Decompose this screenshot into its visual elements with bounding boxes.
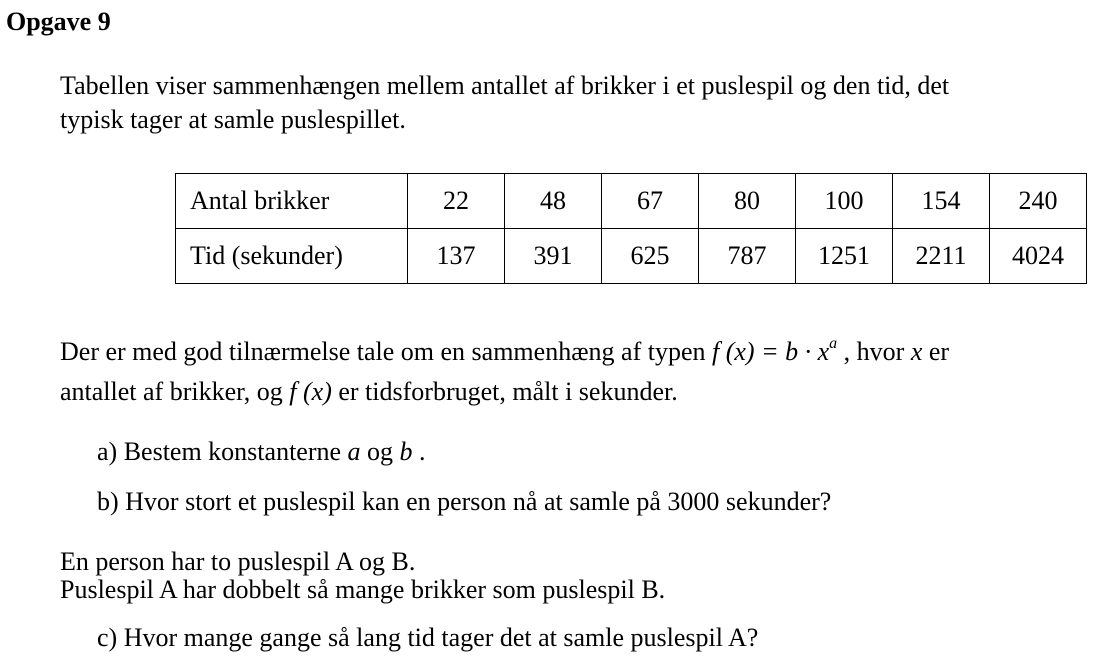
function-fx: f (x)	[289, 377, 332, 406]
table-cell: 100	[796, 174, 893, 229]
scenario-line-1: En person har to puslespil A og B.	[60, 547, 416, 576]
formula-exponent: a	[829, 335, 838, 352]
table-cell: 4024	[990, 229, 1087, 284]
model-text-post: er	[922, 337, 950, 366]
model-paragraph-line-2	[60, 376, 678, 408]
table-cell: 22	[408, 174, 505, 229]
scenario-line-2: Puslespil A har dobbelt så mange brikker som puslespil B.	[60, 575, 666, 604]
question-b: b) Hvor stort et puslespil kan en person nå at samle på 3000 sekunder?	[97, 487, 832, 516]
model-text-pre: Der er med god tilnærmelse tale om en sammenhæng af typen	[60, 337, 712, 366]
question-a-pre: a) Bestem konstanterne	[97, 437, 348, 466]
row-header-pieces: Antal brikker	[176, 174, 408, 229]
table-cell: 137	[408, 229, 505, 284]
table-row	[176, 229, 1087, 284]
row-header-time: Tid (sekunder)	[176, 229, 408, 284]
model-paragraph-line-1	[60, 336, 949, 372]
table-cell: 2211	[893, 229, 990, 284]
table-cell: 67	[602, 174, 699, 229]
variable-b: b	[399, 437, 413, 466]
model-text-mid: , hvor	[837, 337, 911, 366]
intro-line-2: typisk tager at samle puslespillet.	[60, 105, 406, 134]
table-cell: 625	[602, 229, 699, 284]
table-cell: 787	[699, 229, 796, 284]
data-table	[175, 173, 1087, 284]
assignment-title: Opgave 9	[6, 7, 111, 36]
model-text-pre: antallet af brikker, og	[60, 377, 290, 406]
table-cell: 80	[699, 174, 796, 229]
question-c: c) Hvor mange gange så lang tid tager det at samle puslespil A?	[97, 623, 759, 652]
table-cell: 154	[893, 174, 990, 229]
model-text-post: er tidsforbruget, målt i sekunder.	[331, 377, 678, 406]
table-cell: 391	[505, 229, 602, 284]
table-row	[176, 174, 1087, 229]
question-a-mid: og	[360, 437, 400, 466]
question-a	[97, 436, 426, 468]
intro-line-1: Tabellen viser sammenhængen mellem antallet af brikker i et puslespil og den tid, det	[60, 71, 950, 100]
variable-x: x	[910, 337, 923, 366]
table-cell: 240	[990, 174, 1087, 229]
table-cell: 1251	[796, 229, 893, 284]
table-cell: 48	[505, 174, 602, 229]
model-formula: f (x) = b · x	[712, 337, 830, 366]
variable-a: a	[347, 437, 361, 466]
question-a-post: .	[412, 437, 426, 466]
